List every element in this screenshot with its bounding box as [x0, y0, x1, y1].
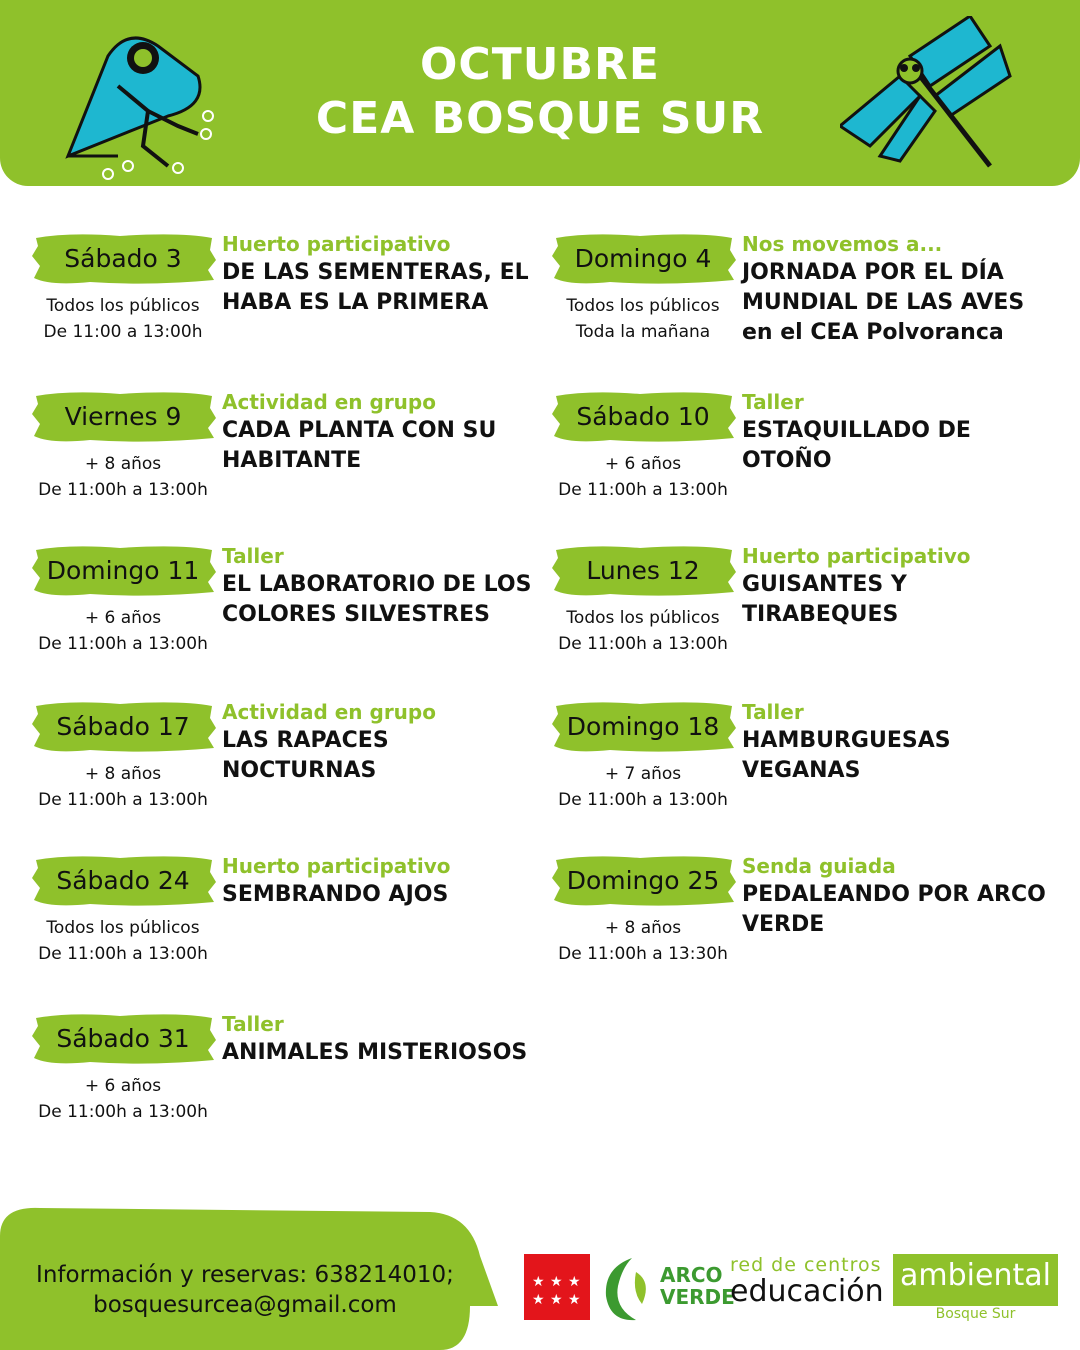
- event-card: [30, 1010, 550, 1150]
- event-card: [550, 698, 1070, 838]
- event-day: Domingo 11: [46, 555, 200, 585]
- event-audience: + 8 años: [84, 764, 162, 784]
- day-badge: [30, 698, 216, 754]
- svg-text:★: ★: [550, 1292, 563, 1308]
- stars-icon: [524, 1254, 590, 1320]
- event-category: Taller: [222, 544, 284, 568]
- event-category: Huerto participativo: [742, 544, 971, 568]
- event-category: Huerto participativo: [222, 854, 451, 878]
- event-time: Toda la mañana: [575, 322, 711, 342]
- event-audience: + 8 años: [84, 454, 162, 474]
- day-badge: [550, 852, 736, 908]
- event-category: Nos movemos a...: [742, 232, 943, 256]
- event-title: HAMBURGUESAS VEGANAS: [742, 728, 951, 783]
- dragonfly-illustration: [840, 16, 1030, 172]
- event-day: Sábado 10: [576, 401, 710, 431]
- bosque-sur-text: Bosque Sur: [935, 1306, 1016, 1322]
- svg-text:★: ★: [550, 1274, 563, 1290]
- event-title: EL LABORATORIO DE LOS COLORES SILVESTRES: [222, 572, 532, 627]
- event-time: De 11:00h a 13:00h: [38, 634, 208, 654]
- event-audience: Todos los públicos: [566, 608, 720, 628]
- event-card: [30, 542, 550, 682]
- event-time: De 11:00h a 13:00h: [38, 944, 208, 964]
- educacion-text: educación: [730, 1274, 884, 1309]
- event-time: De 11:00h a 13:00h: [558, 634, 728, 654]
- event-time: De 11:00 a 13:00h: [43, 322, 203, 342]
- day-badge: [30, 1010, 216, 1066]
- event-category: Actividad en grupo: [222, 390, 436, 414]
- event-day: Sábado 24: [56, 865, 190, 895]
- arco-verde-text: [660, 1264, 735, 1308]
- event-time: De 11:00h a 13:00h: [38, 480, 208, 500]
- event-audience: + 6 años: [604, 454, 682, 474]
- event-card: [550, 388, 1070, 528]
- event-time: De 11:00h a 13:00h: [38, 790, 208, 810]
- event-title: PEDALEANDO POR ARCO VERDE: [742, 882, 1046, 937]
- contact-info: [10, 1260, 480, 1320]
- event-title: GUISANTES Y TIRABEQUES: [742, 572, 907, 627]
- event-time: De 11:00h a 13:30h: [558, 944, 728, 964]
- event-title: DE LAS SEMENTERAS, EL HABA ES LA PRIMERA: [222, 260, 529, 315]
- event-audience: + 8 años: [604, 918, 682, 938]
- day-badge: [550, 230, 736, 286]
- event-category: Senda guiada: [742, 854, 896, 878]
- event-audience: Todos los públicos: [566, 296, 720, 316]
- event-card: [30, 230, 550, 370]
- event-audience: Todos los públicos: [46, 296, 200, 316]
- event-title: ANIMALES MISTERIOSOS: [222, 1040, 528, 1065]
- event-card: [550, 542, 1070, 682]
- event-category: Taller: [222, 1012, 284, 1036]
- day-badge: [30, 852, 216, 908]
- event-card: [30, 388, 550, 528]
- event-card: [30, 852, 550, 992]
- day-badge: [30, 542, 216, 598]
- event-title: CADA PLANTA CON SU HABITANTE: [222, 418, 497, 473]
- event-day: Domingo 25: [566, 865, 720, 895]
- event-title: LAS RAPACES NOCTURNAS: [222, 728, 389, 783]
- event-time: De 11:00h a 13:00h: [38, 1102, 208, 1122]
- ambiental-text: ambiental: [900, 1258, 1051, 1293]
- event-card: [550, 852, 1070, 992]
- comunidad-madrid-logo: [524, 1254, 590, 1320]
- event-card: [550, 230, 1070, 370]
- event-title: SEMBRANDO AJOS: [222, 882, 449, 907]
- event-category: Taller: [742, 390, 804, 414]
- event-time: De 11:00h a 13:00h: [558, 790, 728, 810]
- event-day: Sábado 31: [56, 1023, 190, 1053]
- svg-text:★: ★: [568, 1292, 581, 1308]
- event-category: Taller: [742, 700, 804, 724]
- event-day: Viernes 9: [64, 401, 182, 431]
- contact-phone[interactable]: Información y reservas: 638214010;: [36, 1262, 454, 1288]
- event-audience: + 6 años: [84, 1076, 162, 1096]
- title-center: CEA BOSQUE SUR: [315, 93, 765, 144]
- event-audience: Todos los públicos: [46, 918, 200, 938]
- event-time: De 11:00h a 13:00h: [558, 480, 728, 500]
- event-title: ESTAQUILLADO DE OTOÑO: [742, 418, 971, 473]
- event-card: [30, 698, 550, 838]
- title-month: OCTUBRE: [420, 39, 660, 90]
- contact-email[interactable]: bosquesurcea@gmail.com: [93, 1292, 397, 1318]
- day-badge: [550, 542, 736, 598]
- day-badge: [30, 230, 216, 286]
- event-title: JORNADA POR EL DÍA MUNDIAL DE LAS AVES en el CEA Polvoranca: [742, 260, 1025, 345]
- event-day: Sábado 17: [56, 711, 190, 741]
- event-audience: + 7 años: [604, 764, 682, 784]
- event-day: Sábado 3: [64, 243, 182, 273]
- day-badge: [550, 388, 736, 444]
- svg-text:★: ★: [532, 1292, 545, 1308]
- arco-word: ARCO: [660, 1263, 723, 1287]
- verde-word: VERDE: [660, 1285, 735, 1309]
- event-day: Domingo 4: [574, 243, 712, 273]
- day-badge: [550, 698, 736, 754]
- svg-text:★: ★: [532, 1274, 545, 1290]
- day-badge: [30, 388, 216, 444]
- red-de-centros-text: red de centros: [730, 1254, 882, 1276]
- event-day: Lunes 12: [586, 555, 700, 585]
- event-category: Huerto participativo: [222, 232, 451, 256]
- svg-text:★: ★: [568, 1274, 581, 1290]
- event-day: Domingo 18: [566, 711, 720, 741]
- event-audience: + 6 años: [84, 608, 162, 628]
- event-category: Actividad en grupo: [222, 700, 436, 724]
